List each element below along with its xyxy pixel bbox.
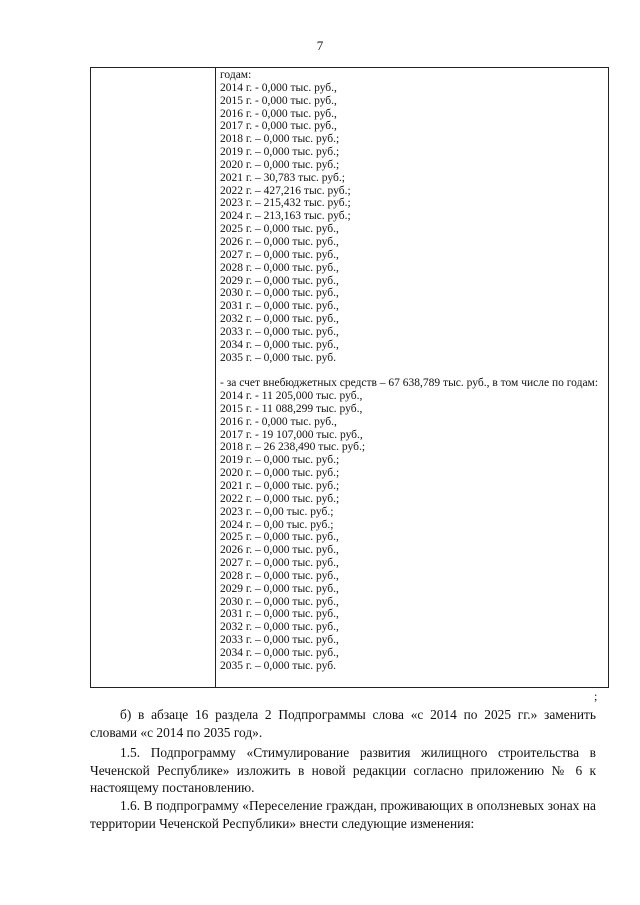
year-amount-line: 2017 г. - 0,000 тыс. руб.,	[220, 120, 337, 133]
year-amount-line: 2015 г. - 11 088,299 тыс. руб.,	[220, 402, 363, 415]
year-amount-line: 2032 г. – 0,000 тыс. руб.,	[220, 313, 339, 326]
table-right-cell	[220, 69, 604, 673]
year-amount-line: 2031 г. – 0,000 тыс. руб.,	[220, 608, 339, 621]
year-amount-line: 2027 г. – 0,000 тыс. руб.,	[220, 248, 339, 261]
year-amount-line: 2014 г. - 11 205,000 тыс. руб.,	[220, 390, 363, 403]
year-amount-line: 2015 г. - 0,000 тыс. руб.,	[220, 94, 337, 107]
year-amount-line: 2029 г. – 0,000 тыс. руб.,	[220, 582, 339, 595]
year-amount-line: 2021 г. – 30,783 тыс. руб.;	[220, 171, 345, 184]
extrabudget-intro: - за счет внебюджетных средств – 67 638,789 тыс. руб., в том числе по годам:	[220, 377, 599, 390]
year-amount-line: 2029 г. – 0,000 тыс. руб.,	[220, 274, 339, 287]
year-amount-line: 2019 г. – 0,000 тыс. руб.;	[220, 146, 340, 159]
spacer	[220, 364, 604, 377]
year-amount-line: 2033 г. – 0,000 тыс. руб.,	[220, 325, 339, 338]
paragraph-text: 1.5. Подпрограмму «Стимулирование развития жилищного строительства в Чеченской Республике» изложить в новой редакции согласно приложению № 6 к настоящему постановлению.	[90, 745, 596, 795]
paragraph-1-6	[90, 797, 596, 832]
year-amount-line: 2020 г. – 0,000 тыс. руб.;	[220, 467, 340, 480]
year-amount-line: 2034 г. – 0,000 тыс. руб.,	[220, 646, 339, 659]
year-amount-line: 2019 г. – 0,000 тыс. руб.;	[220, 454, 340, 467]
paragraph-text: б) в абзаце 16 раздела 2 Подпрограммы слова «с 2014 по 2025 гг.» заменить словами «с 2014 по 2035 год».	[90, 707, 596, 740]
year-amount-line: 2027 г. – 0,000 тыс. руб.,	[220, 557, 339, 570]
year-amount-line: 2028 г. – 0,000 тыс. руб.,	[220, 261, 339, 274]
year-amount-line: 2032 г. – 0,000 тыс. руб.,	[220, 621, 339, 634]
year-amount-line: 2026 г. – 0,000 тыс. руб.,	[220, 235, 339, 248]
year-amount-line: 2022 г. – 0,000 тыс. руб.;	[220, 492, 340, 505]
year-amount-line: 2030 г. – 0,000 тыс. руб.,	[220, 595, 339, 608]
year-amount-line: 2033 г. – 0,000 тыс. руб.,	[220, 634, 339, 647]
year-amount-line: 2028 г. – 0,000 тыс. руб.,	[220, 569, 339, 582]
year-amount-line: 2034 г. – 0,000 тыс. руб.,	[220, 338, 339, 351]
year-amount-line: 2020 г. – 0,000 тыс. руб.;	[220, 158, 340, 171]
year-amount-line: 2023 г. – 0,00 тыс. руб.;	[220, 505, 334, 518]
year-amount-line: 2025 г. – 0,000 тыс. руб.,	[220, 223, 339, 236]
year-amount-line: 2022 г. – 427,216 тыс. руб.;	[220, 184, 351, 197]
year-amount-line: 2014 г. - 0,000 тыс. руб.,	[220, 81, 337, 94]
funding-table	[90, 67, 609, 688]
table-intro-line: годам:	[220, 69, 252, 81]
paragraph-text: 1.6. В подпрограмму «Переселение граждан, проживающих в оползневых зонах на территории Чеченской Республики» внести следующие изменения:	[90, 798, 596, 831]
table-column-divider	[215, 68, 216, 687]
year-amount-line: 2024 г. – 0,00 тыс. руб.;	[220, 518, 334, 531]
year-amount-line: 2035 г. – 0,000 тыс. руб.	[220, 659, 336, 672]
year-amount-line: 2018 г. – 0,000 тыс. руб.;	[220, 133, 340, 146]
year-amount-line: 2031 г. – 0,000 тыс. руб.,	[220, 300, 339, 313]
year-amount-line: 2025 г. – 0,000 тыс. руб.,	[220, 531, 339, 544]
extrabudget-year-list	[220, 390, 604, 673]
year-amount-line: 2026 г. – 0,000 тыс. руб.,	[220, 544, 339, 557]
year-amount-line: 2024 г. – 213,163 тыс. руб.;	[220, 210, 351, 223]
budget-year-list	[220, 82, 604, 365]
year-amount-line: 2023 г. – 215,432 тыс. руб.;	[220, 197, 351, 210]
year-amount-line: 2018 г. – 26 238,490 тыс. руб.;	[220, 441, 366, 454]
year-amount-line: 2016 г. - 0,000 тыс. руб.,	[220, 107, 337, 120]
after-table-semicolon: ;	[594, 689, 598, 703]
year-amount-line: 2021 г. – 0,000 тыс. руб.;	[220, 480, 340, 492]
paragraph-1-5	[90, 744, 596, 797]
year-amount-line: 2030 г. – 0,000 тыс. руб.,	[220, 287, 339, 300]
year-amount-line: 2035 г. – 0,000 тыс. руб.	[220, 351, 336, 364]
year-amount-line: 2017 г. - 19 107,000 тыс. руб.,	[220, 428, 363, 441]
year-amount-line: 2016 г. - 0,000 тыс. руб.,	[220, 415, 337, 428]
paragraph-amendment-b	[90, 706, 596, 741]
page-number: 7	[316, 38, 324, 53]
